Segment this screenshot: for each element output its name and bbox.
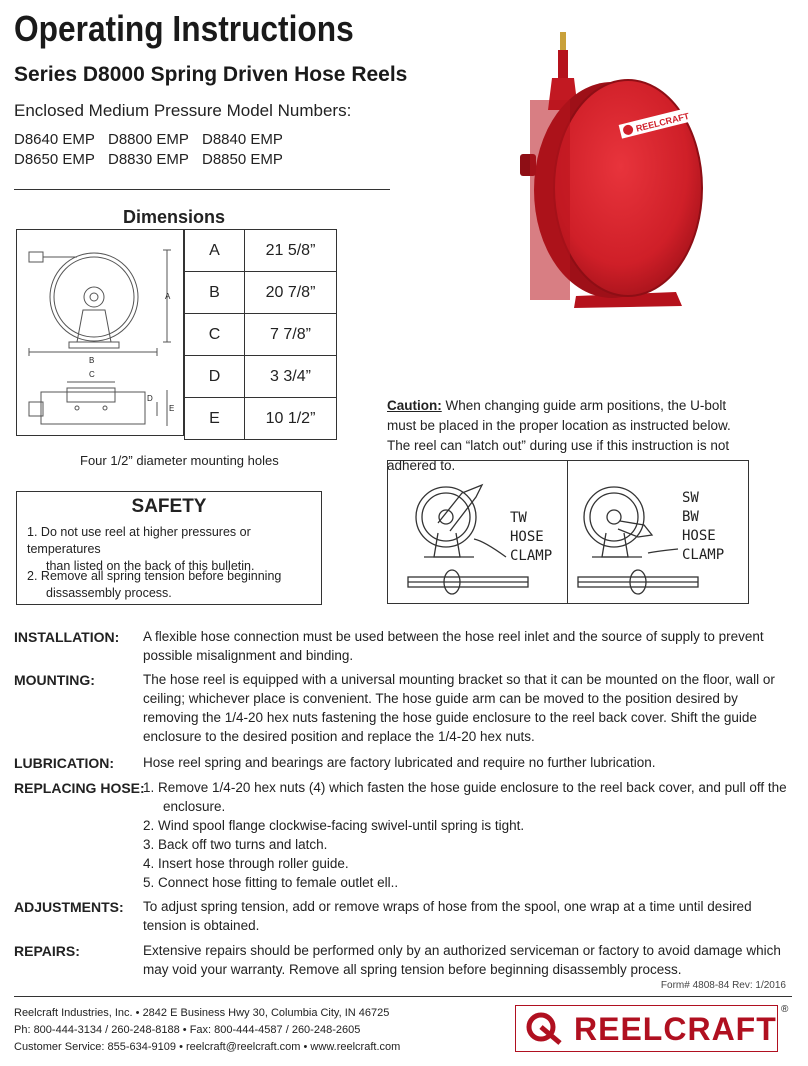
header-divider (14, 189, 390, 190)
mounting-text: The hose reel is equipped with a universal mounting bracket so that it can be mounted on the floor, wall or ceiling; whichever place is convenient. The hose guide arm can be moved to the position desired by removing the 1/4-20 hex nuts fastening the hose guide enclosure to the reel back cover. Shift the guide enclosure to the desired position and replace the 1/4-20 hex nuts. (143, 672, 775, 744)
replacing-hose-steps (143, 778, 793, 892)
adjustments-text: To adjust spring tension, add or remove wraps of hose from the spool, one wrap at a time until desired tension is obtained. (143, 899, 752, 933)
step-text: enclosure. (163, 799, 226, 814)
model-number: D8640 EMP (14, 131, 95, 148)
step-number: 5. (143, 875, 155, 890)
drawing-label-c: C (89, 370, 95, 379)
repairs-text: Extensive repairs should be performed only by an authorized serviceman or factory to avoid damage which may void your warranty. Remove all spring tension before beginning disassembly process. (143, 943, 781, 977)
mounting-label: MOUNTING: (14, 672, 95, 688)
list-item (143, 816, 793, 835)
reel-logo-icon (524, 1012, 564, 1046)
caution-label: Caution: (387, 398, 442, 413)
caution-text: When changing guide arm positions, the U-bolt must be placed in the proper location as instructed below. The reel can “latch out” during use if this instruction is not adhered to. (387, 398, 731, 473)
safety-item-number: 1. (27, 525, 38, 539)
safety-item-text: Do not use reel at higher pressures or temperatures (27, 525, 251, 556)
step-number: 1. (143, 780, 155, 795)
safety-title: SAFETY (131, 496, 207, 517)
table-row (185, 398, 337, 440)
table-row (185, 314, 337, 356)
hose-reel-illustration (516, 30, 706, 310)
list-item (143, 873, 793, 892)
step-number: 4. (143, 856, 155, 871)
dim-value: 3 3/4” (245, 356, 337, 398)
model-number: D8650 EMP (14, 151, 95, 168)
registered-mark: ® (781, 1004, 789, 1015)
model-number: D8830 EMP (108, 151, 189, 168)
footer-phone: Ph: 800-444-3134 / 260-248-8188 • Fax: 800-444-4587 / 260-248-2605 (14, 1024, 361, 1036)
dim-value: 7 7/8” (245, 314, 337, 356)
brand-name: REELCRAFT (574, 1011, 777, 1047)
step-text: Insert hose through roller guide. (158, 856, 349, 871)
safety-item-number: 2. (27, 569, 38, 583)
dimensions-title: Dimensions (123, 207, 226, 227)
hose-clamp-diagram (387, 460, 749, 604)
model-number: D8800 EMP (108, 131, 189, 148)
model-number: D8840 EMP (202, 131, 283, 148)
installation-label: INSTALLATION: (14, 629, 120, 645)
step-number: 2. (143, 818, 155, 833)
step-text: Remove 1/4-20 hex nuts (4) which fasten the hose guide enclosure to the reel back cover, and pull off the (158, 780, 787, 795)
safety-item (27, 568, 281, 602)
dim-key: C (185, 314, 245, 356)
drawing-label-d: D (147, 394, 153, 403)
list-item (143, 778, 793, 816)
reel-line-drawing (17, 230, 183, 435)
lubrication-label: LUBRICATION: (14, 755, 115, 771)
footer-divider (14, 996, 792, 997)
table-row (185, 356, 337, 398)
list-item (143, 854, 793, 873)
dim-key: D (185, 356, 245, 398)
step-text: Connect hose fitting to female outlet ell.. (158, 875, 399, 890)
product-badge-text: REELCRAFT (634, 110, 691, 134)
reelcraft-logo (515, 1005, 778, 1052)
step-number: 3. (143, 837, 155, 852)
dim-value: 20 7/8” (245, 272, 337, 314)
step-text: Back off two turns and latch. (158, 837, 328, 852)
step-text: Wind spool flange clockwise-facing swivel-until spring is tight. (158, 818, 525, 833)
safety-item-text: Remove all spring tension before beginning (40, 569, 282, 583)
repairs-label: REPAIRS: (14, 943, 80, 959)
footer-address: Reelcraft Industries, Inc. • 2842 E Business Hwy 30, Columbia City, IN 46725 (14, 1007, 390, 1019)
safety-item-text: than listed on the back of this bulletin. (46, 559, 255, 573)
table-row (185, 272, 337, 314)
page-title: Operating Instructions (14, 8, 354, 49)
dim-value: 21 5/8” (245, 230, 337, 272)
drawing-label-e: E (169, 404, 175, 413)
page-subtitle: Series D8000 Spring Driven Hose Reels (14, 63, 408, 86)
dimension-drawing (16, 229, 184, 436)
list-item (143, 835, 793, 854)
form-number: Form# 4808-84 Rev: 1/2016 (660, 980, 786, 991)
safety-box (16, 491, 322, 605)
models-label: Enclosed Medium Pressure Model Numbers: (14, 101, 352, 120)
dim-key: B (185, 272, 245, 314)
sw-bw-hose-clamp-label: SW BW HOSE CLAMP (682, 490, 725, 563)
dim-value: 10 1/2” (245, 398, 337, 440)
drawing-label-a: A (165, 292, 171, 301)
drawing-label-b: B (89, 356, 95, 365)
lubrication-text: Hose reel spring and bearings are factory lubricated and require no further lubrication. (143, 755, 656, 770)
dimensions-table (184, 229, 337, 440)
mounting-holes-note: Four 1/2” diameter mounting holes (80, 453, 279, 468)
replacing-hose-label: REPLACING HOSE: (14, 780, 145, 796)
dim-key: E (185, 398, 245, 440)
adjustments-label: ADJUSTMENTS: (14, 899, 124, 915)
installation-text: A flexible hose connection must be used between the hose reel inlet and the source of supply to prevent possible misalignment and binding. (143, 629, 764, 663)
safety-item-text: dissassembly process. (46, 586, 172, 600)
model-number: D8850 EMP (202, 151, 283, 168)
dim-key: A (185, 230, 245, 272)
hose-reel-product-image (516, 30, 706, 310)
tw-hose-clamp-label: TW HOSE CLAMP (510, 510, 553, 564)
footer-contact: Customer Service: 855-634-9109 • reelcraft@reelcraft.com • www.reelcraft.com (14, 1041, 401, 1053)
table-row (185, 230, 337, 272)
